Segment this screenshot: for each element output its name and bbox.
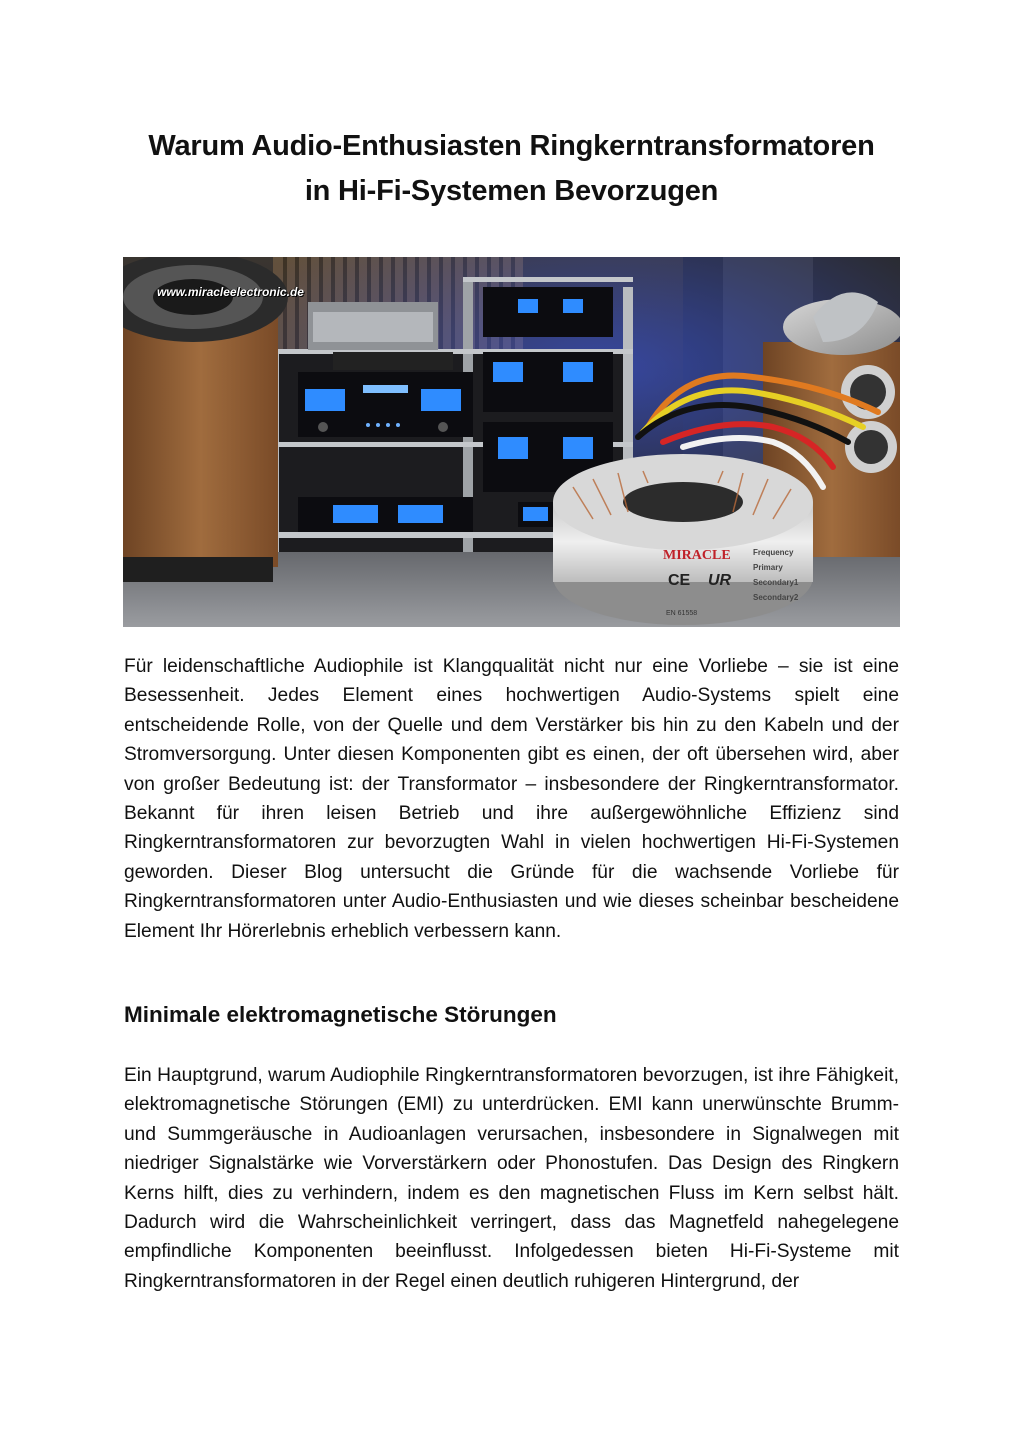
label-frequency: Frequency xyxy=(753,548,794,557)
ur-mark: UR xyxy=(708,572,732,589)
hero-image xyxy=(123,257,900,627)
section-paragraph-emi: Ein Hauptgrund, warum Audiophile Ringkerntransformatoren bevorzugen, ist ihre Fähigkeit, elektromagnetische Störungen (EMI) zu unterdrücken. EMI kann unerwünschte Brumm- und Summgeräusche in Audioanlagen verursachen, insbesondere in Signalwegen mit niedriger Signalstärke wie Vorverstärkern oder Phonostufen. Das Design des Ringkern Kerns hilft, dies zu verhindern, indem es den magnetischen Fluss im Kern selbst hält. Dadurch wird die Wahrscheinlichkeit verringert, dass das Magnetfeld nahegelegene empfindliche Komponenten beeinflusst. Infolgedessen bieten Hi-Fi-Systeme mit Ringkerntransformatoren in der Regel einen deutlich ruhigeren Hintergrund, der xyxy=(124,1065,899,1292)
hifi-scene-illustration xyxy=(123,257,900,627)
standard-label: EN 61558 xyxy=(666,610,698,617)
left-speaker xyxy=(123,257,288,582)
ce-mark: CE xyxy=(668,572,691,589)
title-line-1: Warum Audio-Enthusiasten Ringkerntransformatoren xyxy=(148,130,875,162)
label-secondary2: Secondary2 xyxy=(753,593,799,602)
intro-paragraph: Für leidenschaftliche Audiophile ist Klangqualität nicht nur eine Vorliebe – sie ist eine Besessenheit. Jedes Element eines hochwertigen Audio-Systems spielt eine entscheidende Rolle, von der Quelle und dem Verstärker bis hin zu den Kabeln und der Stromversorgung. Unter diesen Komponenten gibt es einen, der oft übersehen wird, aber von großer Bedeutung ist: der Transformator – insbesondere der Ringkerntransformator. Bekannt für ihren leisen Betrieb und ihre außergewöhnliche Effizienz sind Ringkerntransformatoren zur bevorzugten Wahl in vielen hochwertigen Hi-Fi-Systemen geworden. Dieser Blog untersucht die Gründe für die wachsende Vorliebe für Ringkerntransformatoren unter Audio-Enthusiasten und wie dieses scheinbar bescheidene Element Ihr Hörerlebnis erheblich verbessern kann. xyxy=(124,656,899,942)
amplifier-lower xyxy=(298,497,473,532)
toroidal-transformer xyxy=(553,454,813,625)
label-primary: Primary xyxy=(753,563,783,572)
title-line-2: in Hi-Fi-Systemen Bevorzugen xyxy=(304,175,719,207)
image-watermark: www.miracleelectronic.de xyxy=(157,285,304,299)
amplifier-main xyxy=(298,372,473,437)
transformer-brand-label: MIRACLE xyxy=(663,548,731,563)
label-secondary1: Secondary1 xyxy=(753,578,799,587)
page-title xyxy=(100,124,923,214)
section-heading-emi: Minimale elektromagnetische Störungen xyxy=(124,1002,557,1027)
